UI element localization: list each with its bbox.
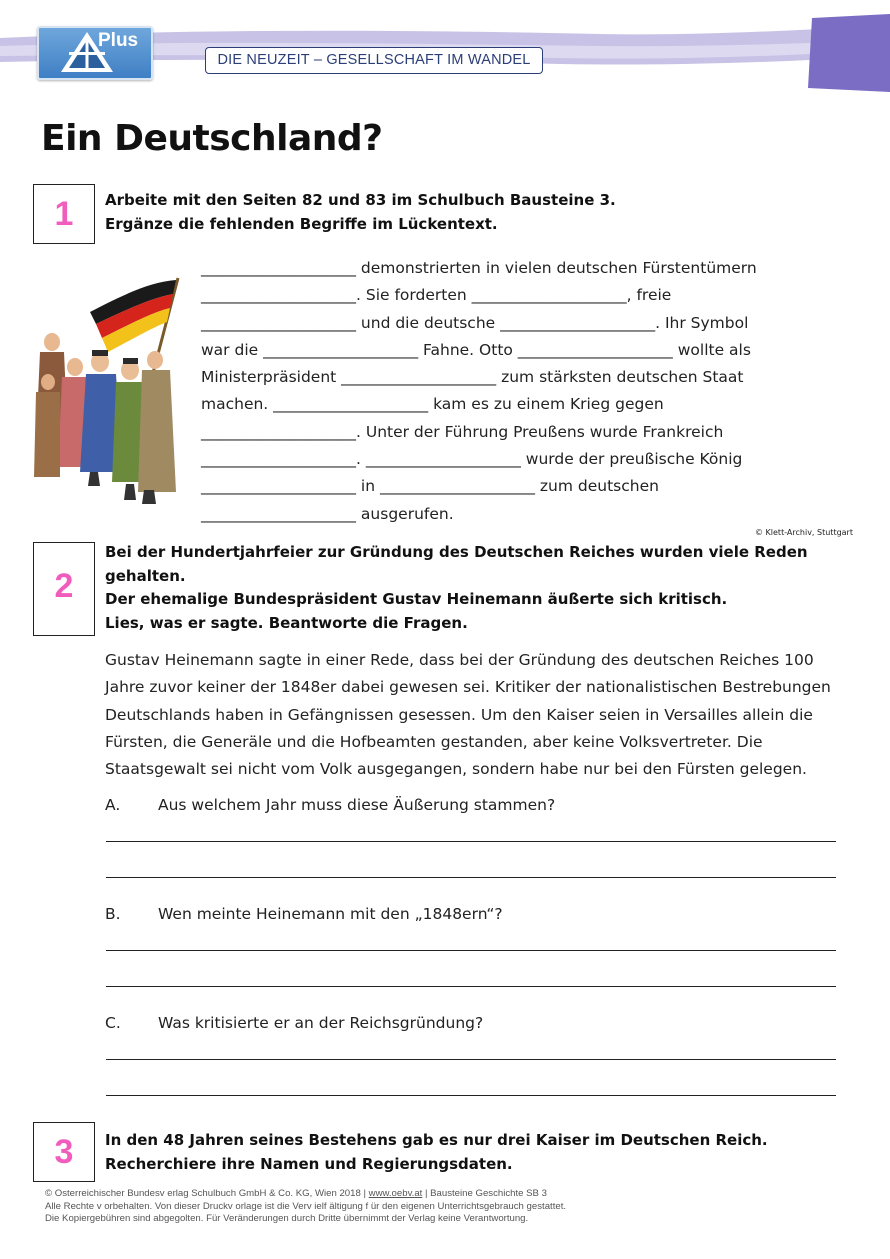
instruction-line: Recherchiere ihre Namen und Regierungsdaten. [105, 1154, 513, 1173]
reading-line: Deutschlands haben in Gefängnissen gesessen. Um den Kaiser seien in Versailles allein die [105, 705, 813, 724]
cloze-line: ____________________. ____________________ wurde der preußische König [201, 450, 743, 469]
instruction-line: Arbeite mit den Seiten 82 und 83 im Schulbuch Bausteine 3. [105, 191, 616, 209]
cloze-line: ____________________ und die deutsche ____________________. Ihr Symbol [201, 313, 749, 332]
question-letter: C. [105, 1014, 121, 1032]
chapter-label: DIE NEUZEIT – GESELLSCHAFT IM WANDEL [205, 47, 543, 74]
reading-line: Jahre zuvor keiner der 1848er dabei gewesen sei. Kritiker der nationalistischen Bestrebungen [105, 678, 831, 697]
cloze-line: machen. ____________________ kam es zu einem Krieg gegen [201, 395, 664, 414]
black-red-gold-flag [90, 280, 176, 352]
answer-line-a1[interactable] [106, 841, 836, 842]
question-a [105, 796, 555, 814]
task-1-instructions [105, 189, 616, 236]
image-credit: © Klett-Archiv, Stuttgart [755, 528, 853, 537]
question-c [105, 1014, 483, 1032]
reading-text [105, 647, 845, 783]
demonstration-illustration [30, 272, 188, 508]
instruction-line: Ergänze die fehlenden Begriffe im Lückentext. [105, 214, 498, 233]
cloze-line: ____________________ in ____________________ zum deutschen [201, 477, 659, 496]
footer-line-3: Die Kopiergebühren sind abgegolten. Für Veränderungen durch Dritte übernimmt der Verlag keine Verantwortung. [45, 1213, 529, 1224]
footer-line-2: Alle Rechte v orbehalten. Von dieser Druckv orlage ist die Verv ielf ältigung f ür den eigenen Unterrichtsgebrauch gestattet. [45, 1200, 567, 1212]
footer-line-1 [45, 1188, 566, 1201]
crowd [34, 333, 176, 504]
question-b [105, 905, 503, 923]
task-number-2: 2 [33, 542, 95, 636]
answer-line-b2[interactable] [106, 986, 836, 987]
question-letter: A. [105, 796, 121, 814]
publisher-link[interactable]: www.oebv.at [368, 1188, 423, 1199]
cloze-line: Ministerpräsident ____________________ zum stärksten deutschen Staat [201, 368, 744, 387]
instruction-line: In den 48 Jahren seines Bestehens gab es nur drei Kaiser im Deutschen Reich. [105, 1131, 768, 1149]
logo-text: Plus [98, 30, 139, 51]
cloze-line: war die ____________________ Fahne. Otto ____________________ wollte als [201, 340, 751, 359]
reading-line: Gustav Heinemann sagte in einer Rede, dass bei der Gründung des deutschen Reiches 100 [105, 651, 814, 669]
page-title: Ein Deutschland? [41, 118, 383, 159]
cloze-line: ____________________. Unter der Führung Preußens wurde Frankreich [201, 422, 724, 441]
instruction-line: Der ehemalige Bundespräsident Gustav Heinemann äußerte sich kritisch. [105, 590, 728, 608]
reading-line: Staatsgewalt sei nicht vom Volk ausgegangen, sondern habe nur bei den Fürsten gelegen. [105, 760, 807, 779]
answer-line-a2[interactable] [106, 877, 836, 878]
question-text: Aus welchem Jahr muss diese Äußerung stammen? [158, 796, 556, 814]
question-letter: B. [105, 905, 121, 923]
task-3-instructions [105, 1129, 768, 1176]
cloze-line: ____________________. Sie forderten ____________________, freie [201, 286, 672, 305]
question-text: Wen meinte Heinemann mit den „1848ern“? [158, 905, 503, 923]
cloze-line: ____________________ demonstrierten in vielen deutschen Fürstentümern [201, 259, 757, 277]
task-2-instructions [105, 541, 808, 635]
answer-line-c1[interactable] [106, 1059, 836, 1060]
footer-copyright: © Osterreichischer Bundesv erlag Schulbuch GmbH & Co. KG, Wien 2018 | [45, 1188, 369, 1199]
reading-line: Fürsten, die Generäle und die Hofbeamten gestanden, aber keine Volksvertreter. Die [105, 732, 763, 751]
instruction-line: gehalten. [105, 566, 186, 585]
task-number-1: 1 [33, 184, 95, 244]
answer-line-c2[interactable] [106, 1095, 836, 1096]
instruction-line: Lies, was er sagte. Beantworte die Fragen. [105, 613, 468, 632]
footer-book: | Bausteine Geschichte SB 3 [422, 1188, 547, 1199]
question-text: Was kritisierte er an der Reichsgründung? [158, 1014, 484, 1032]
answer-line-b1[interactable] [106, 950, 836, 951]
task-number-3: 3 [33, 1122, 95, 1182]
instruction-line: Bei der Hundertjahrfeier zur Gründung des Deutschen Reiches wurden viele Reden [105, 543, 808, 561]
cloze-text [201, 255, 851, 528]
footer [45, 1188, 566, 1226]
cloze-line: ____________________ ausgerufen. [201, 504, 454, 523]
